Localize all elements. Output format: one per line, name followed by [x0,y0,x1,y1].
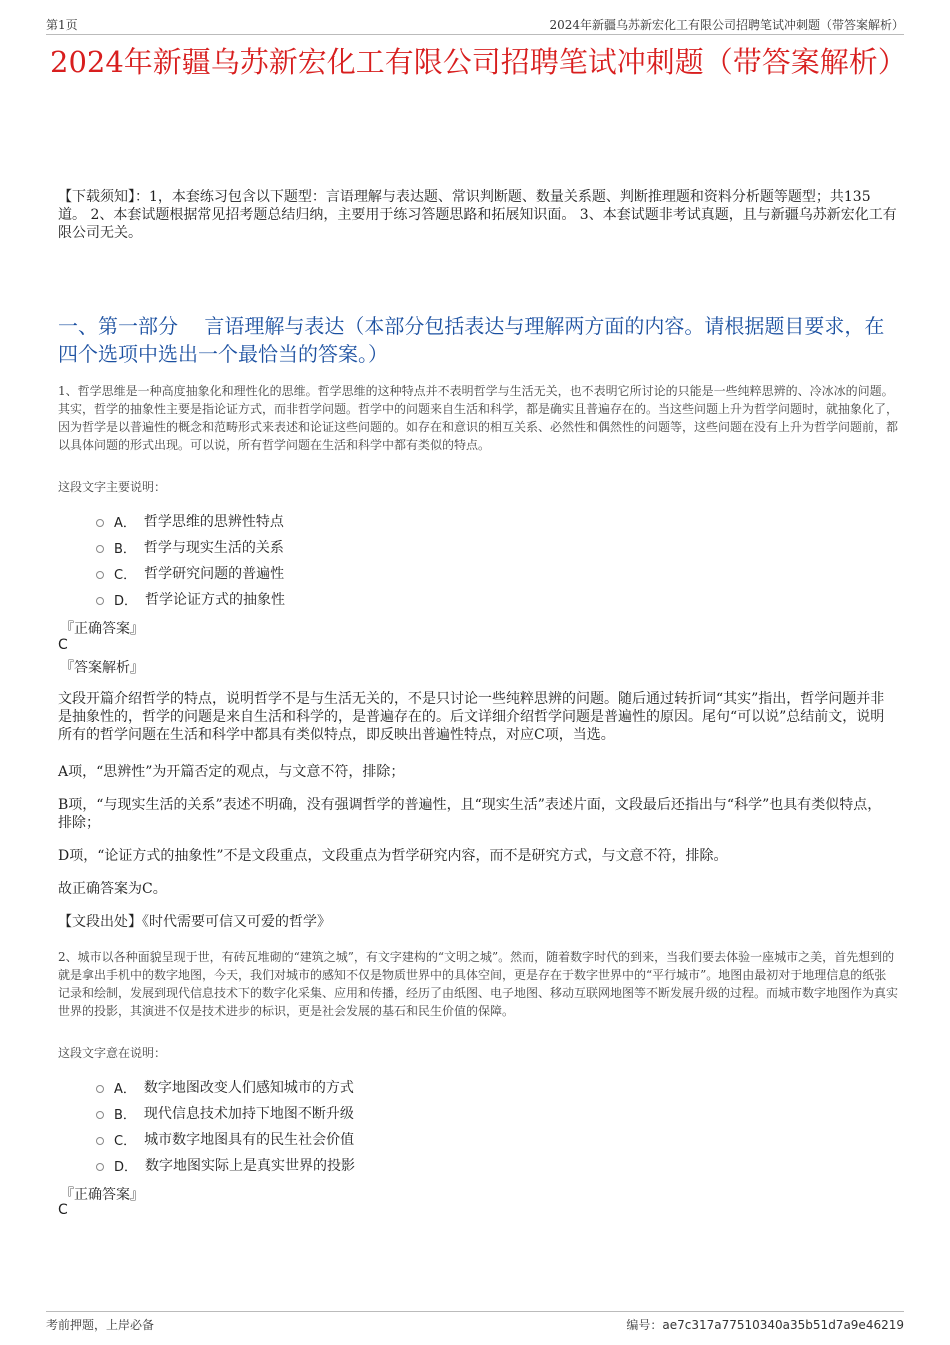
radio-icon[interactable] [96,1163,104,1171]
option-a[interactable]: A． 数字地图改变人们感知城市的方式 [96,1074,355,1100]
correct-answer: C [58,1202,68,1218]
analysis-paragraph: D项，“论证方式的抽象性”不是文段重点，文段重点为哲学研究内容，而不是研究方式，与文意不符，排除。 [58,848,728,864]
option-a[interactable]: A． 哲学思维的思辨性特点 [96,508,285,534]
page-footer [46,1311,904,1338]
option-d[interactable]: D． 哲学论证方式的抽象性 [96,586,285,612]
header-doc-title: 2024年新疆乌苏新宏化工有限公司招聘笔试冲刺题（带答案解析） [549,18,904,32]
option-b[interactable]: B． 哲学与现实生活的关系 [96,534,285,560]
question-2-text: 2、城市以各种面貌呈现于世，有砖瓦堆砌的“建筑之城”，有文字建构的“文明之城”。然而，随着数字时代的到来，当我们要去体验一座城市之美，首先想到的就是拿出手机中的数字地图，今天，我们对城市的感知不仅是物质世界中的具体空间，更是存在于数字世界中的“平行城市”。地图由最初对于地理信息的纸张记录和绘制，发展到现代信息技术下的数字化采集、应用和传播，经历了由纸图、电子地图、移动互联网地图等不断发展升级的过程。而城市数字地图作为真实世界的投影，其演进不仅是技术进步的标识，更是社会发展的基石和民生价值的保障。 [58,950,899,1018]
page-number: 第1页 [46,18,78,32]
page-header [46,14,904,35]
analysis-conclusion: 故正确答案为C。 [58,881,167,897]
footer-slogan: 考前押题，上岸必备 [46,1318,155,1332]
answer-label: 『正确答案』 [60,1187,144,1203]
option-c[interactable]: C． 哲学研究问题的普遍性 [96,560,285,586]
radio-icon[interactable] [96,1137,104,1145]
analysis-paragraph: 文段开篇介绍哲学的特点，说明哲学不是与生活无关的，不是只讨论一些纯粹思辨的问题。随后通过转折词“其实”指出，哲学问题并非是抽象性的，哲学的问题是来自生活和科学的，是普遍存在的。后文详细介绍哲学问题是普遍性的原因。尾句“可以说”总结前文，说明所有的哲学问题在生活和科学中都具有类似特点，即反映出普遍性特点，对应C项，当选。 [58,691,885,743]
source-citation: 【文段出处】《时代需要可信又可爱的哲学》 [58,914,331,930]
option-d[interactable]: D． 数字地图实际上是真实世界的投影 [96,1152,355,1178]
analysis-label: 『答案解析』 [60,660,144,676]
analysis-paragraph: B项，“与现实生活的关系”表述不明确，没有强调哲学的普遍性，且“现实生活”表述片面，文段最后还指出与“科学”也具有类似特点，排除； [58,797,882,831]
document-code: 编号：ae7c317a77510340a35b51d7a9e46219 [626,1318,904,1332]
option-b[interactable]: B． 现代信息技术加持下地图不断升级 [96,1100,355,1126]
section-title: 一、第一部分 言语理解与表达（本部分包括表达与理解两方面的内容。请根据题目要求，在四个选项中选出一个最恰当的答案。） [58,314,885,366]
question-2-prompt: 这段文字意在说明： [58,1046,167,1060]
radio-icon[interactable] [96,545,104,553]
radio-icon[interactable] [96,597,104,605]
radio-icon[interactable] [96,1111,104,1119]
download-notice: 【下载须知】：1，本套练习包含以下题型：言语理解与表达题、常识判断题、数量关系题、判断推理题和资料分析题等题型；共135道。 2、本套试题根据常见招考题总结归纳，主要用于练习答题思路和拓展知识面。 3、本套试题非考试真题，且与新疆乌苏新宏化工有限公司无关。 [58,189,897,241]
analysis-paragraph: A项，“思辨性”为开篇否定的观点，与文意不符，排除； [58,764,405,780]
radio-icon[interactable] [96,1085,104,1093]
question-1-prompt: 这段文字主要说明： [58,480,167,494]
question-1-options [96,508,285,612]
correct-answer: C [58,637,68,653]
question-2-options [96,1074,355,1178]
option-c[interactable]: C． 城市数字地图具有的民生社会价值 [96,1126,355,1152]
radio-icon[interactable] [96,571,104,579]
document-title: 2024年新疆乌苏新宏化工有限公司招聘笔试冲刺题（带答案解析） [50,45,907,79]
question-1-text: 1、哲学思维是一种高度抽象化和理性化的思维。哲学思维的这种特点并不表明哲学与生活无关，也不表明它所讨论的只能是一些纯粹思辨的、冷冰冰的问题。其实，哲学的抽象性主要是指论证方式，而非哲学问题。哲学中的问题来自生活和科学，都是确实且普遍存在的。当这些问题上升为哲学问题时，就抽象化了，因为哲学是以普遍性的概念和范畴形式来表述和论证这些问题的。如存在和意识的相互关系、必然性和偶然性的问题等，这些问题在没有上升为哲学问题前，都以具体问题的形式出现。可以说，所有哲学问题在生活和科学中都有类似的特点。 [58,384,899,452]
radio-icon[interactable] [96,519,104,527]
answer-label: 『正确答案』 [60,621,144,637]
